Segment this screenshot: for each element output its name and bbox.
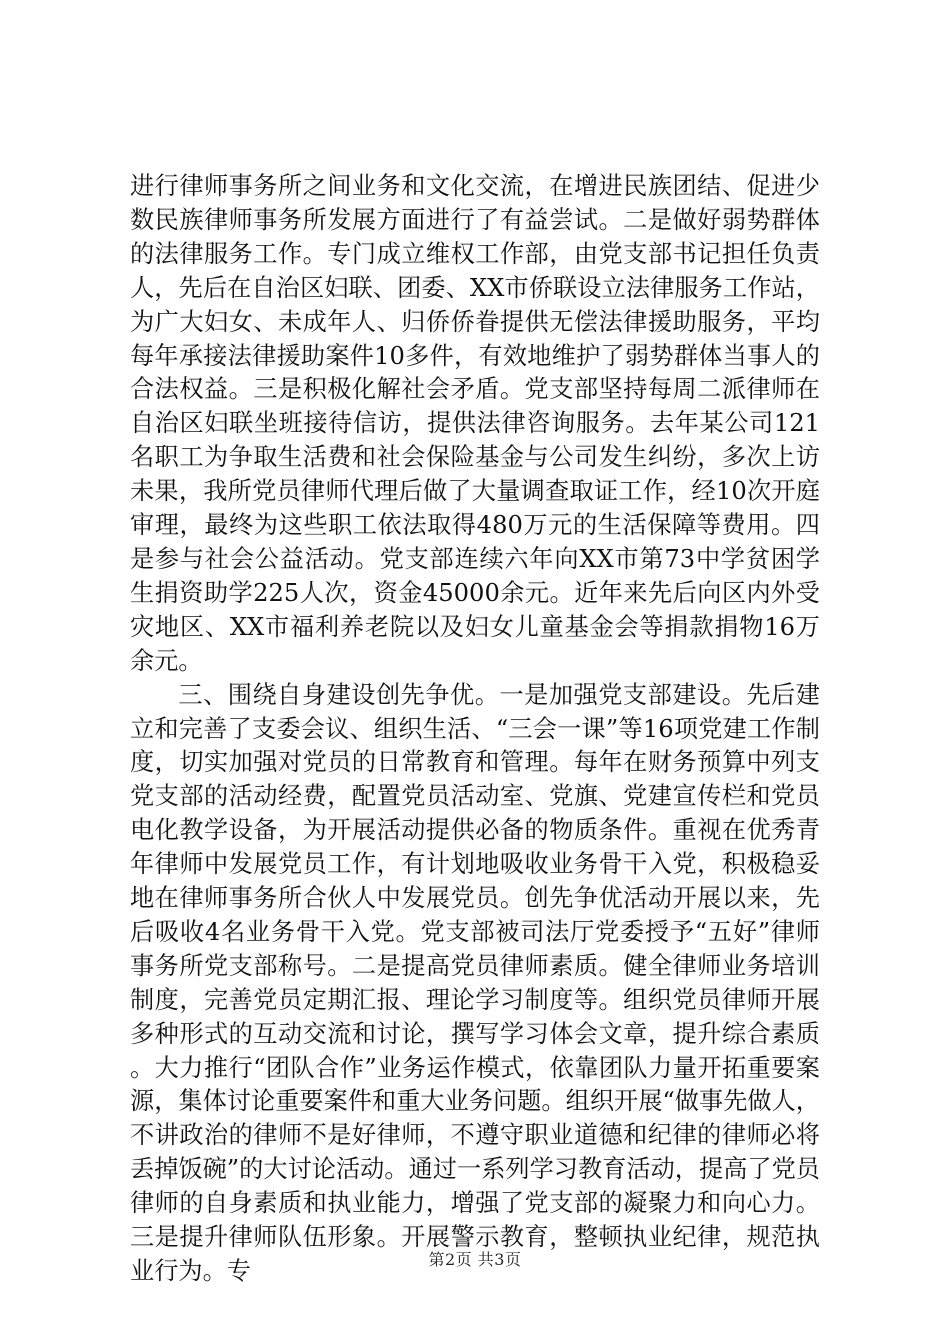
document-body xyxy=(130,170,820,1289)
paragraph-section-three: 三、围绕自身建设创先争优。一是加强党支部建设。先后建立和完善了支委会议、组织生活、“三会一课”等16项党建工作制度，切实加强对党员的日常教育和管理。每年在财务预算中列支党支部的活动经费，配置党员活动室、党旗、党建宣传栏和党员电化教学设备，为开展活动提供必备的物质条件。重视在优秀青年律师中发展党员工作，有计划地吸收业务骨干入党，积极稳妥地在律师事务所合伙人中发展党员。创先争优活动开展以来，先后吸收4名业务骨干入党。党支部被司法厅党委授予“五好”律师事务所党支部称号。二是提高党员律师素质。健全律师业务培训制度，完善党员定期汇报、理论学习制度等。组织党员律师开展多种形式的互动交流和讨论，撰写学习体会文章，提升综合素质。大力推行“团队合作”业务运作模式，依靠团队力量开拓重要案源，集体讨论重要案件和重大业务问题。组织开展“做事先做人，不讲政治的律师不是好律师，不遵守职业道德和纪律的律师必将丢掉饭碗”的大讨论活动。通过一系列学习教育活动，提高了党员律师的自身素质和执业能力，增强了党支部的凝聚力和向心力。三是提升律师队伍形象。开展警示教育，整顿执业纪律，规范执业行为。专 xyxy=(130,680,820,1285)
page-number-label: 第2页 共3页 xyxy=(428,1250,522,1269)
paragraph-continuation: 进行律师事务所之间业务和文化交流，在增进民族团结、促进少数民族律师事务所发展方面进行了有益尝试。二是做好弱势群体的法律服务工作。专门成立维权工作部，由党支部书记担任负责人，先后在自治区妇联、团委、XX市侨联设立法律服务工作站，为广大妇女、未成年人、归侨侨眷提供无偿法律援助服务，平均每年承接法律援助案件10多件，有效地维护了弱势群体当事人的合法权益。三是积极化解社会矛盾。党支部坚持每周二派律师在自治区妇联坐班接待信访，提供法律咨询服务。去年某公司121名职工为争取生活费和社会保险基金与公司发生纠纷，多次上访未果，我所党员律师代理后做了大量调查取证工作，经10次开庭审理，最终为这些职工依法取得480万元的生活保障等费用。四是参与社会公益活动。党支部连续六年向XX市第73中学贫困学生捐资助学225人次，资金45000余元。近年来先后向区内外受灾地区、XX市福利养老院以及妇女儿童基金会等捐款捐物16万余元。 xyxy=(130,172,820,675)
page-footer xyxy=(0,1247,950,1270)
